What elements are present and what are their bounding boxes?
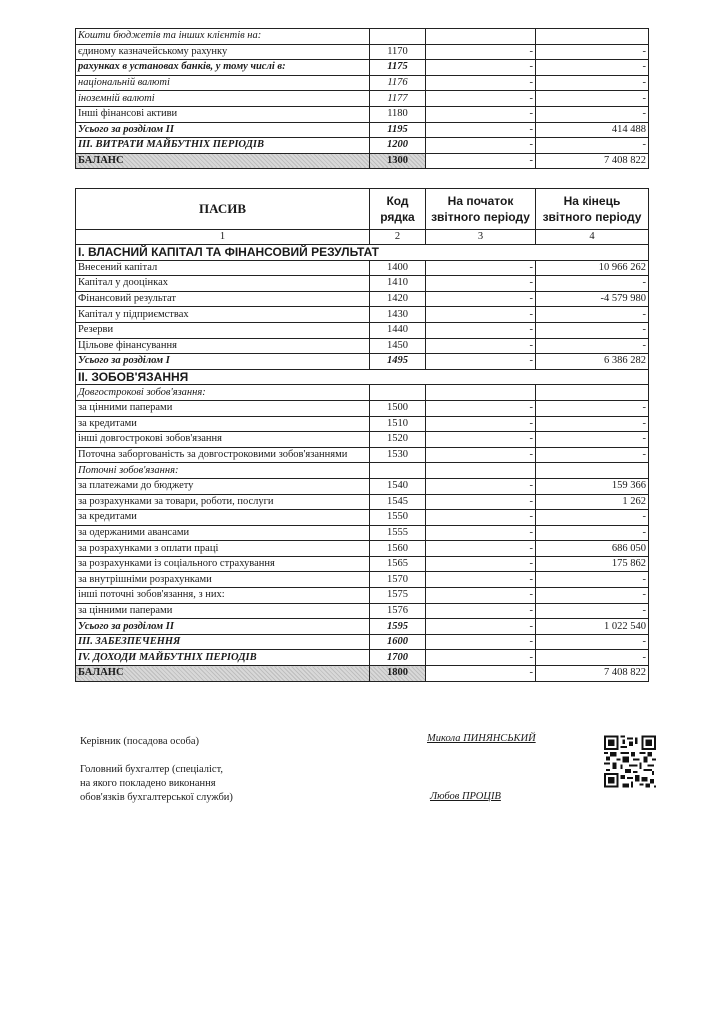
row-end-value <box>536 463 649 479</box>
row-code: 1540 <box>370 478 426 494</box>
row-label: Поточна заборгованість за довгостроковими зобов'язаннями <box>76 447 370 463</box>
row-label: інші довгострокові зобов'язання <box>76 432 370 448</box>
header-start: На початок звітного періоду <box>426 189 536 230</box>
row-label: БАЛАНС <box>76 153 370 169</box>
row-start-value: - <box>426 588 536 604</box>
row-label: інші поточні зобов'язання, з них: <box>76 588 370 604</box>
row-label: III. ЗАБЕЗПЕЧЕННЯ <box>76 634 370 650</box>
row-end-value: - <box>536 416 649 432</box>
col-index-2: 2 <box>370 230 426 245</box>
row-start-value: - <box>426 106 536 122</box>
row-code: 1700 <box>370 650 426 666</box>
row-start-value: - <box>426 494 536 510</box>
table-row <box>76 556 649 572</box>
row-label: за внутрішніми розрахунками <box>76 572 370 588</box>
row-start-value: - <box>426 322 536 338</box>
row-code: 1410 <box>370 276 426 292</box>
row-end-value: 175 862 <box>536 556 649 572</box>
section-2-title: II. ЗОБОВ'ЯЗАННЯ <box>76 369 649 385</box>
section-1-header <box>76 245 649 261</box>
row-end-value: - <box>536 603 649 619</box>
row-code: 1177 <box>370 91 426 107</box>
table-row <box>76 478 649 494</box>
row-start-value: - <box>426 572 536 588</box>
row-start-value: - <box>426 153 536 169</box>
table-row <box>76 525 649 541</box>
row-label: за кредитами <box>76 416 370 432</box>
row-label: національній валюті <box>76 75 370 91</box>
row-start-value: - <box>426 400 536 416</box>
row-start-value: - <box>426 478 536 494</box>
row-end-value: - <box>536 307 649 323</box>
table-row <box>76 447 649 463</box>
row-start-value: - <box>426 44 536 60</box>
header-row <box>76 189 649 230</box>
row-code: 1555 <box>370 525 426 541</box>
row-end-value: 159 366 <box>536 478 649 494</box>
row-end-value: - <box>536 510 649 526</box>
row-code: 1576 <box>370 603 426 619</box>
table-row <box>76 572 649 588</box>
row-label: Довгострокові зобов'язання: <box>76 385 370 401</box>
row-code: 1440 <box>370 322 426 338</box>
row-end-value: - <box>536 525 649 541</box>
row-code: 1175 <box>370 60 426 76</box>
row-code: 1510 <box>370 416 426 432</box>
row-start-value: - <box>426 260 536 276</box>
row-end-value <box>536 385 649 401</box>
table-row <box>76 603 649 619</box>
table-row <box>76 322 649 338</box>
row-label: за одержаними авансами <box>76 525 370 541</box>
table-row <box>76 634 649 650</box>
row-start-value: - <box>426 556 536 572</box>
row-label: IV. ДОХОДИ МАЙБУТНІХ ПЕРІОДІВ <box>76 650 370 666</box>
row-code: 1575 <box>370 588 426 604</box>
row-start-value: - <box>426 91 536 107</box>
row-end-value: 414 488 <box>536 122 649 138</box>
row-end-value: - <box>536 588 649 604</box>
row-end-value: - <box>536 44 649 60</box>
table-row <box>76 291 649 307</box>
table-row <box>76 60 649 76</box>
row-start-value: - <box>426 138 536 154</box>
row-label: за кредитами <box>76 510 370 526</box>
assets-table-tail <box>75 28 649 169</box>
row-code: 1420 <box>370 291 426 307</box>
row-end-value: 10 966 262 <box>536 260 649 276</box>
table-row <box>76 29 649 45</box>
table-row <box>76 650 649 666</box>
row-label: Поточні зобов'язання: <box>76 463 370 479</box>
row-end-value: - <box>536 634 649 650</box>
table-row <box>76 541 649 557</box>
row-code: 1500 <box>370 400 426 416</box>
row-code: 1550 <box>370 510 426 526</box>
header-title: ПАСИВ <box>76 189 370 230</box>
table-row <box>76 338 649 354</box>
accountant-label-line-1: Головний бухгалтер (спеціаліст, <box>80 764 224 775</box>
row-end-value: - <box>536 276 649 292</box>
row-start-value: - <box>426 307 536 323</box>
row-code: 1800 <box>370 666 426 682</box>
row-label: за цінними паперами <box>76 603 370 619</box>
table-row <box>76 106 649 122</box>
row-end-value: 686 050 <box>536 541 649 557</box>
header-end: На кінець звітного періоду <box>536 189 649 230</box>
table-row <box>76 432 649 448</box>
row-end-value: -4 579 980 <box>536 291 649 307</box>
table-row <box>76 385 649 401</box>
table-row <box>76 510 649 526</box>
row-start-value: - <box>426 666 536 682</box>
head-signature-name: Микола ПИНЯНСЬКИЙ <box>427 733 536 744</box>
row-code: 1495 <box>370 354 426 370</box>
row-label: за розрахунками за товари, роботи, послуги <box>76 494 370 510</box>
row-label: іноземній валюті <box>76 91 370 107</box>
row-label: Усього за розділом II <box>76 122 370 138</box>
row-end-value: - <box>536 138 649 154</box>
row-start-value: - <box>426 447 536 463</box>
row-code: 1530 <box>370 447 426 463</box>
row-end-value: - <box>536 91 649 107</box>
row-code: 1565 <box>370 556 426 572</box>
row-code <box>370 385 426 401</box>
row-code: 1430 <box>370 307 426 323</box>
row-start-value: - <box>426 432 536 448</box>
table-row <box>76 122 649 138</box>
table-row <box>76 494 649 510</box>
table-row <box>76 138 649 154</box>
row-code: 1595 <box>370 619 426 635</box>
row-start-value: - <box>426 354 536 370</box>
row-label: Капітал у дооцінках <box>76 276 370 292</box>
row-code: 1195 <box>370 122 426 138</box>
row-start-value: - <box>426 291 536 307</box>
row-start-value: - <box>426 338 536 354</box>
row-code: 1200 <box>370 138 426 154</box>
row-code: 1170 <box>370 44 426 60</box>
row-label: Внесений капітал <box>76 260 370 276</box>
row-code: 1450 <box>370 338 426 354</box>
row-end-value: - <box>536 400 649 416</box>
row-code: 1180 <box>370 106 426 122</box>
row-label: БАЛАНС <box>76 666 370 682</box>
row-end-value: - <box>536 338 649 354</box>
row-start-value: - <box>426 122 536 138</box>
row-label: Кошти бюджетів та інших клієнтів на: <box>76 29 370 45</box>
column-index-row <box>76 230 649 245</box>
row-label: Резерви <box>76 322 370 338</box>
qr-code-icon <box>604 735 656 788</box>
row-label: Капітал у підприємствах <box>76 307 370 323</box>
row-end-value: 1 262 <box>536 494 649 510</box>
row-start-value <box>426 463 536 479</box>
row-label: Усього за розділом II <box>76 619 370 635</box>
row-start-value: - <box>426 650 536 666</box>
row-code: 1570 <box>370 572 426 588</box>
row-start-value: - <box>426 603 536 619</box>
table-row <box>76 307 649 323</box>
row-start-value: - <box>426 510 536 526</box>
table-row <box>76 276 649 292</box>
row-start-value: - <box>426 619 536 635</box>
row-start-value: - <box>426 60 536 76</box>
row-end-value: 7 408 822 <box>536 153 649 169</box>
row-start-value: - <box>426 416 536 432</box>
row-label: Усього за розділом I <box>76 354 370 370</box>
row-end-value: - <box>536 650 649 666</box>
balance-total-row <box>76 666 649 682</box>
row-end-value: - <box>536 447 649 463</box>
row-end-value: - <box>536 75 649 91</box>
accountant-label-line-3: обов'язків бухгалтерської служби) <box>80 792 233 803</box>
row-start-value: - <box>426 75 536 91</box>
row-label: III. ВИТРАТИ МАЙБУТНІХ ПЕРІОДІВ <box>76 138 370 154</box>
row-label: за розрахунками із соціального страхування <box>76 556 370 572</box>
header-code: Код рядка <box>370 189 426 230</box>
row-end-value: - <box>536 322 649 338</box>
row-end-value: 6 386 282 <box>536 354 649 370</box>
head-label: Керівник (посадова особа) <box>80 736 200 747</box>
row-start-value: - <box>426 525 536 541</box>
table-row <box>76 354 649 370</box>
row-label: рахунках в установах банків, у тому числі в: <box>76 60 370 76</box>
row-code: 1520 <box>370 432 426 448</box>
accountant-signature-name: Любов ПРОЦІВ <box>430 791 501 802</box>
row-label: єдиному казначейському рахунку <box>76 44 370 60</box>
col-index-3: 3 <box>426 230 536 245</box>
row-end-value: - <box>536 432 649 448</box>
table-row <box>76 75 649 91</box>
table-row <box>76 588 649 604</box>
table-row <box>76 44 649 60</box>
table-row <box>76 91 649 107</box>
row-end-value: - <box>536 60 649 76</box>
row-code: 1545 <box>370 494 426 510</box>
row-end-value: - <box>536 572 649 588</box>
row-end-value: - <box>536 106 649 122</box>
row-start-value: - <box>426 276 536 292</box>
table-row <box>76 416 649 432</box>
row-end-value: 7 408 822 <box>536 666 649 682</box>
table-row <box>76 260 649 276</box>
section-1-title: I. ВЛАСНИЙ КАПІТАЛ ТА ФІНАНСОВИЙ РЕЗУЛЬТАТ <box>76 245 649 261</box>
row-label: Інші фінансові активи <box>76 106 370 122</box>
row-code: 1600 <box>370 634 426 650</box>
row-label: за платежами до бюджету <box>76 478 370 494</box>
balance-total-row <box>76 153 649 169</box>
table-row <box>76 400 649 416</box>
row-label: Фінансовий результат <box>76 291 370 307</box>
accountant-label-line-2: на якого покладено виконання <box>80 778 216 789</box>
row-label: за цінними паперами <box>76 400 370 416</box>
col-index-1: 1 <box>76 230 370 245</box>
row-code: 1300 <box>370 153 426 169</box>
row-code: 1400 <box>370 260 426 276</box>
table-row <box>76 619 649 635</box>
section-2-header <box>76 369 649 385</box>
row-start-value: - <box>426 541 536 557</box>
row-code: 1560 <box>370 541 426 557</box>
row-start-value <box>426 29 536 45</box>
row-start-value: - <box>426 634 536 650</box>
row-label: за розрахунками з оплати праці <box>76 541 370 557</box>
row-start-value <box>426 385 536 401</box>
row-label: Цільове фінансування <box>76 338 370 354</box>
row-code <box>370 463 426 479</box>
col-index-4: 4 <box>536 230 649 245</box>
row-code: 1176 <box>370 75 426 91</box>
liabilities-table <box>75 188 649 682</box>
table-row <box>76 463 649 479</box>
row-end-value <box>536 29 649 45</box>
row-end-value: 1 022 540 <box>536 619 649 635</box>
row-code <box>370 29 426 45</box>
